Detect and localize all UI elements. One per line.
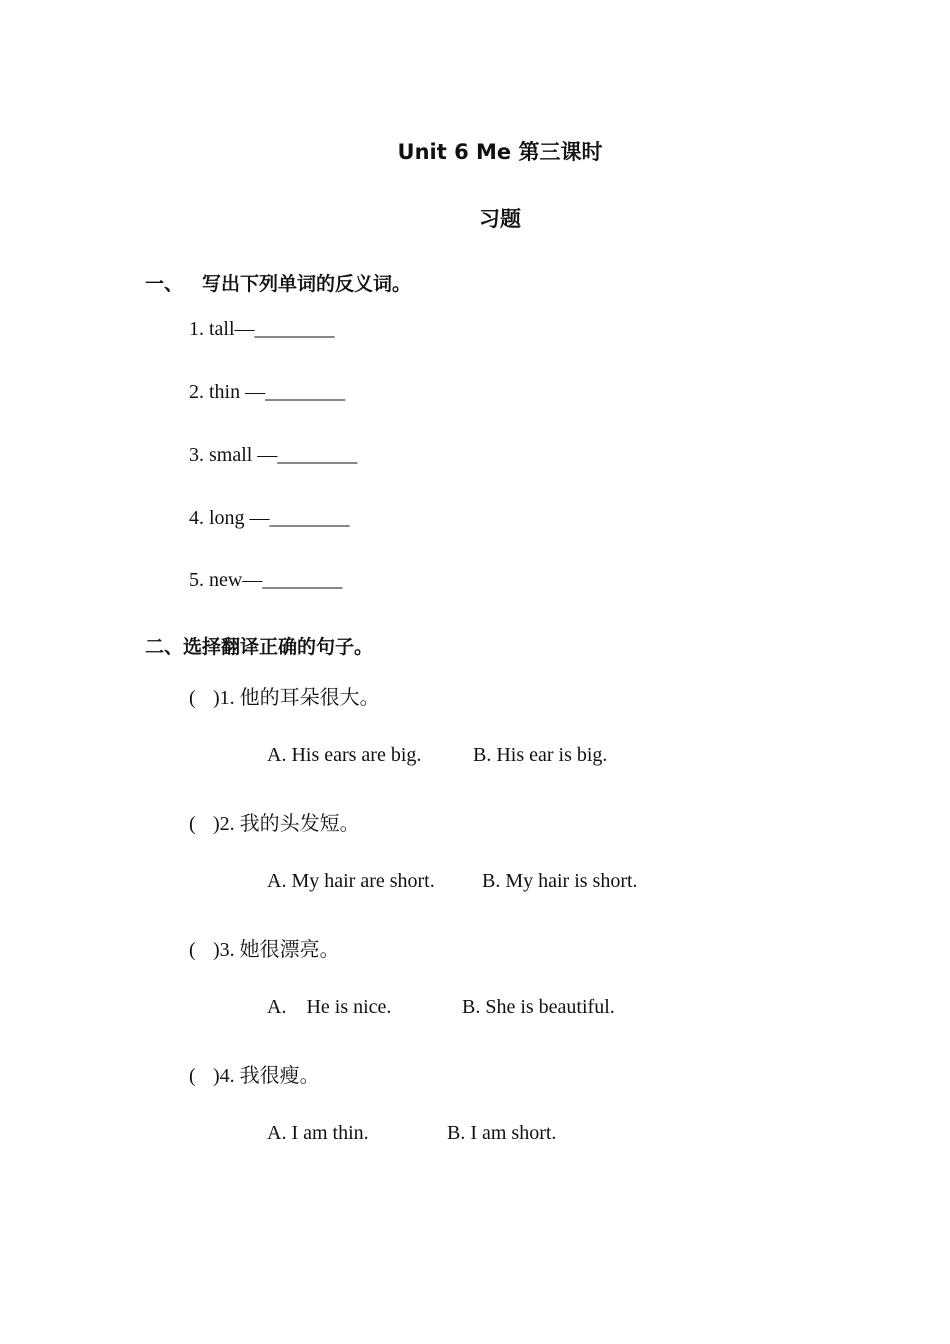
option-2b: B. My hair is short. bbox=[482, 870, 638, 892]
option-3a: A. He is nice. bbox=[267, 996, 392, 1018]
question-prompt: )3. 她很漂亮。 bbox=[213, 939, 340, 961]
option-2a: A. My hair are short. bbox=[267, 870, 435, 892]
answer-paren: ( bbox=[189, 939, 196, 961]
section1-number: 一、 bbox=[145, 273, 184, 295]
answer-paren: ( bbox=[189, 813, 196, 835]
question-prompt: )1. 他的耳朵很大。 bbox=[213, 687, 380, 709]
section1-heading: 写出下列单词的反义词。 bbox=[202, 273, 412, 295]
antonym-item-2: 2. thin —________ bbox=[189, 381, 346, 403]
antonym-item-3: 3. small —________ bbox=[189, 444, 358, 466]
answer-paren: ( bbox=[189, 1065, 196, 1087]
question-1 bbox=[189, 681, 380, 710]
option-4a: A. I am thin. bbox=[267, 1122, 369, 1144]
page-subtitle: 习题 bbox=[479, 207, 521, 231]
question-4 bbox=[189, 1059, 320, 1088]
option-3b: B. She is beautiful. bbox=[462, 996, 615, 1018]
page-title: Unit 6 Me 第三课时 bbox=[397, 140, 603, 164]
question-2 bbox=[189, 807, 360, 836]
antonym-item-4: 4. long —________ bbox=[189, 507, 350, 529]
option-1a: A. His ears are big. bbox=[267, 744, 422, 766]
option-4b: B. I am short. bbox=[447, 1122, 557, 1144]
antonym-item-1: 1. tall—________ bbox=[189, 318, 335, 340]
question-prompt: )4. 我很瘦。 bbox=[213, 1065, 320, 1087]
question-prompt: )2. 我的头发短。 bbox=[213, 813, 360, 835]
question-3 bbox=[189, 933, 340, 962]
antonym-item-5: 5. new—________ bbox=[189, 569, 343, 591]
section2-heading: 二、选择翻译正确的句子。 bbox=[145, 636, 374, 658]
option-1b: B. His ear is big. bbox=[473, 744, 608, 766]
answer-paren: ( bbox=[189, 687, 196, 709]
